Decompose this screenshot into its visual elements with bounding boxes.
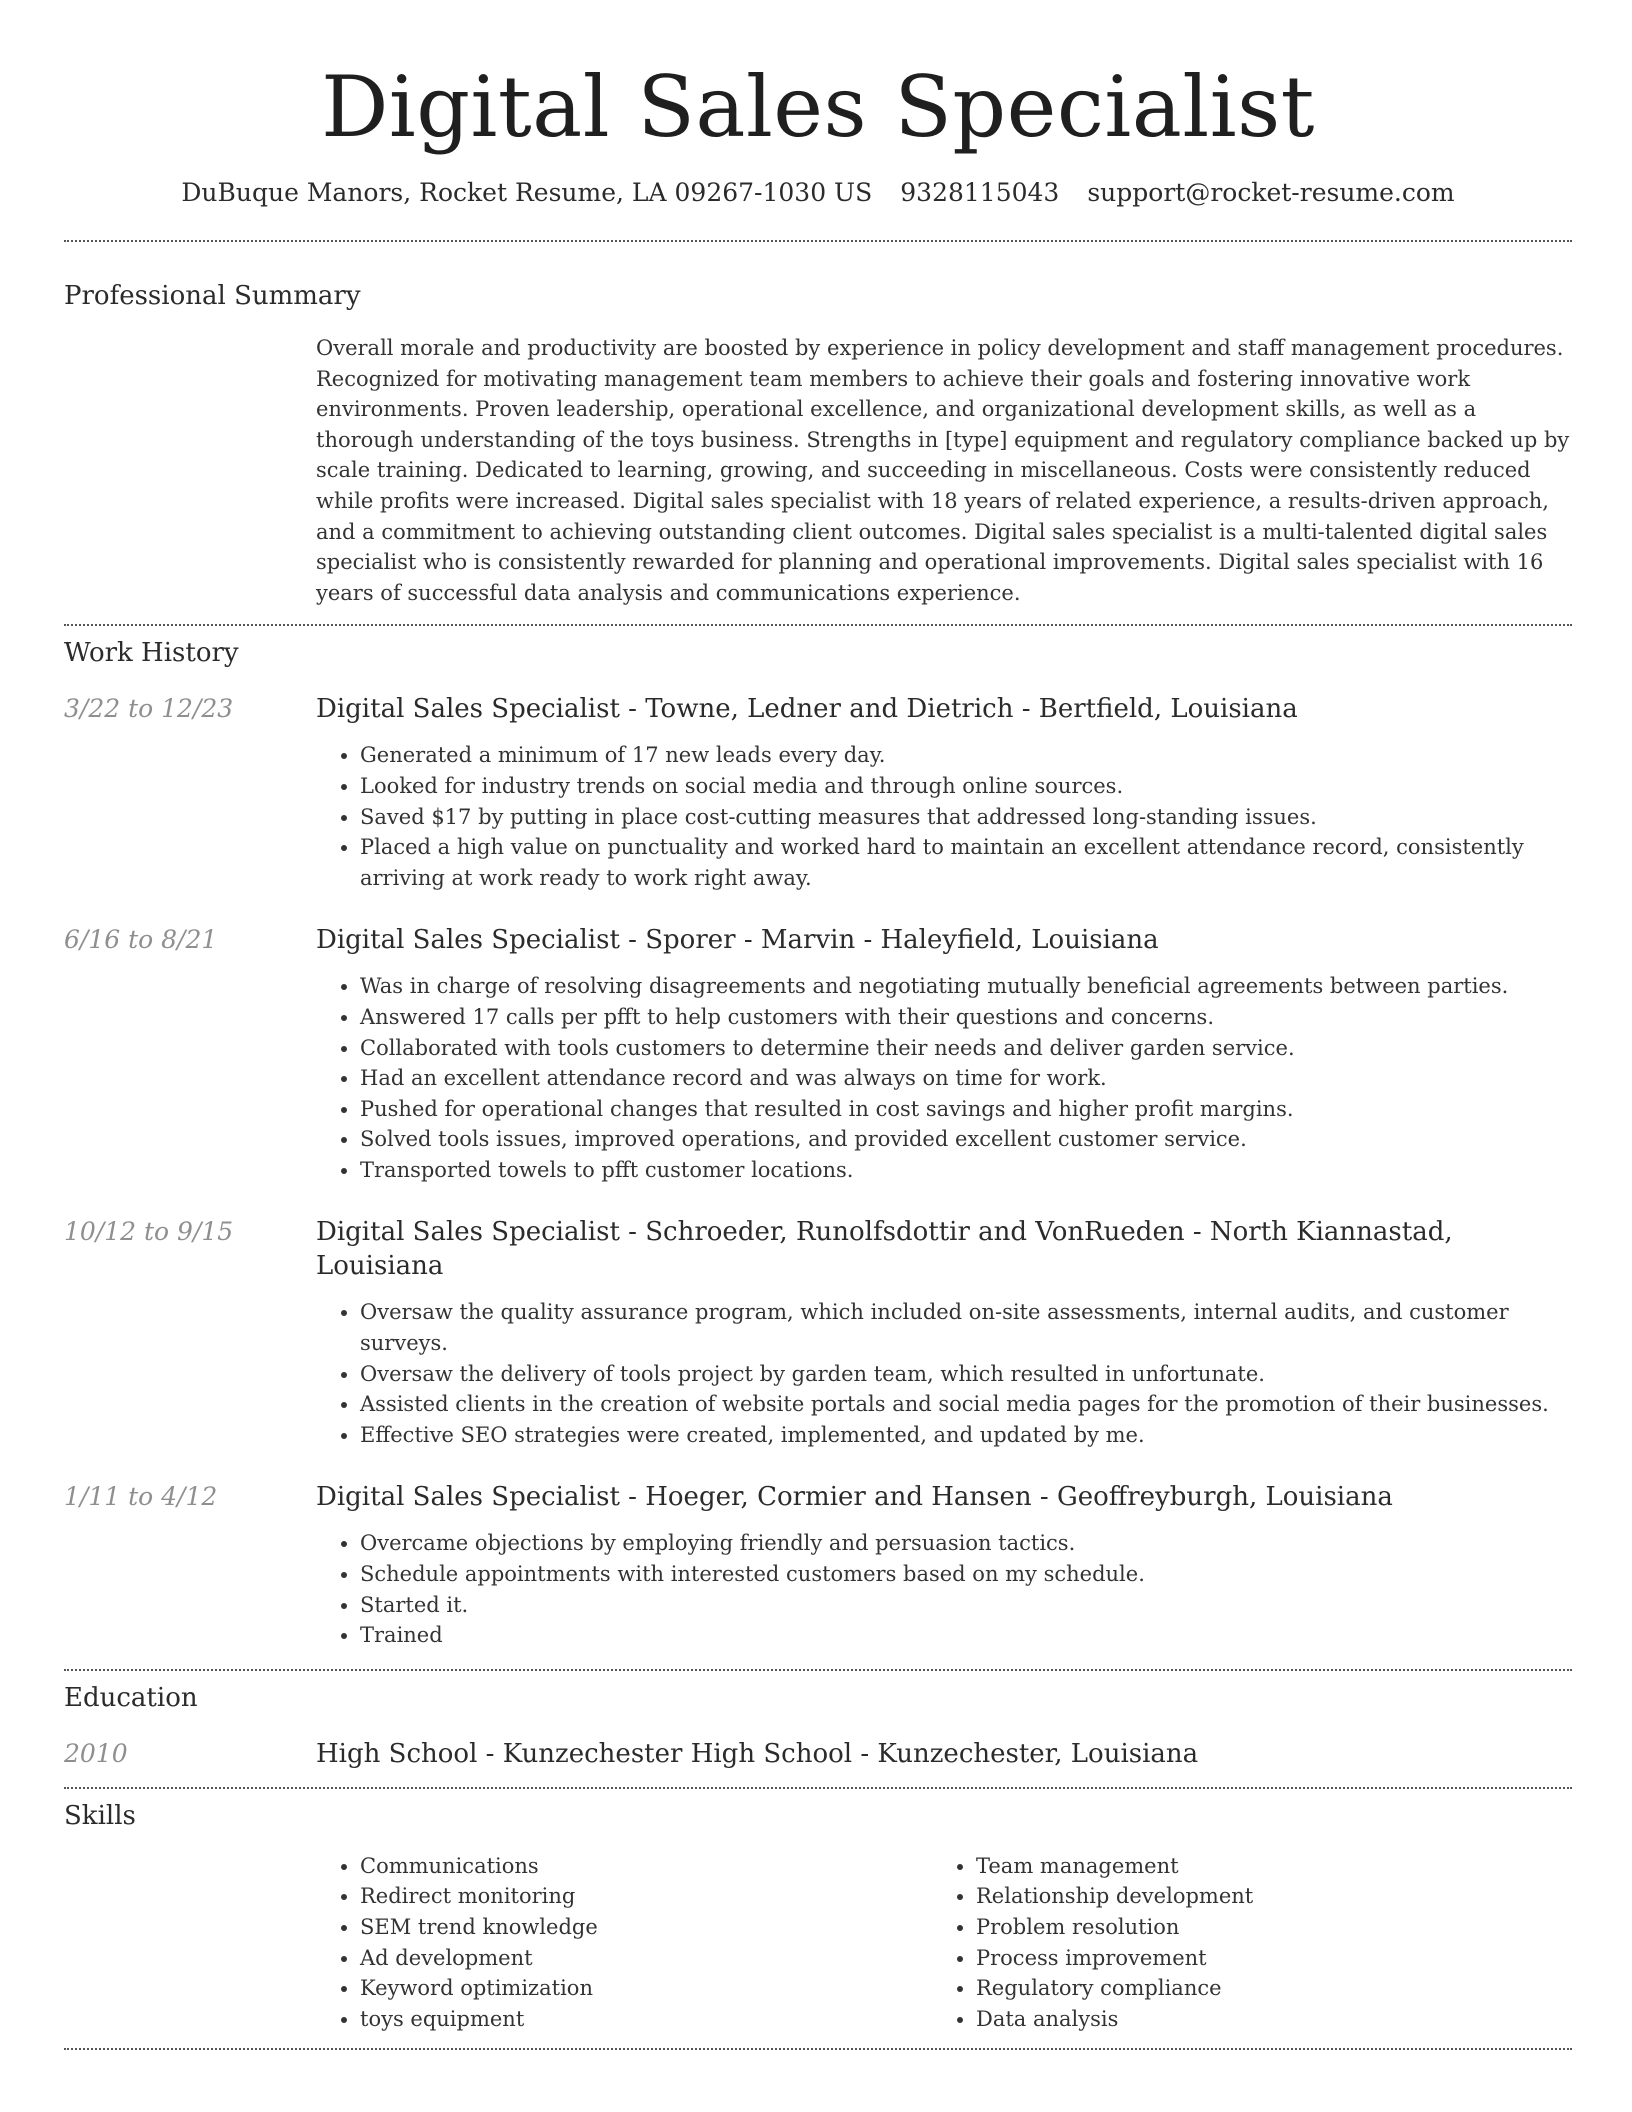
job-title: Digital Sales Specialist - Schroeder, Runolfsdottir and VonRueden - North Kiannastad, Louisiana — [316, 1217, 1453, 1282]
list-item: • Placed a high value on punctuality and worked hard to maintain an excellent attendance record, consistently arriving at work ready to work right away. — [360, 832, 1572, 893]
list-item: • Overcame objections by employing friendly and persuasion tactics. — [360, 1528, 1572, 1559]
summary-row — [64, 333, 1572, 608]
section-title-education: Education — [64, 1682, 198, 1713]
skill-item: • Ad development — [360, 1943, 932, 1974]
job-bullets — [316, 740, 1572, 893]
skill-item: • Problem resolution — [976, 1912, 1548, 1943]
divider — [64, 1787, 1572, 1789]
section-title-summary: Professional Summary — [64, 281, 361, 311]
resume-name: Digital Sales Specialist — [321, 58, 1315, 156]
skills-column-right — [932, 1851, 1548, 2035]
list-item: • Started it. — [360, 1590, 1572, 1621]
list-item: • Was in charge of resolving disagreements and negotiating mutually beneficial agreements between parties. — [360, 971, 1572, 1002]
skill-item: • Team management — [976, 1851, 1548, 1882]
list-item: • Looked for industry trends on social media and through online sources. — [360, 771, 1572, 802]
skill-item: • toys equipment — [360, 2004, 932, 2035]
contact-phone: 9328115043 — [900, 178, 1060, 207]
list-item: • Transported towels to pfft customer locations. — [360, 1155, 1572, 1186]
skill-item: • Redirect monitoring — [360, 1881, 932, 1912]
education-details: High School - Kunzechester High School - Kunzechester, Louisiana — [316, 1738, 1199, 1769]
list-item: • Pushed for operational changes that resulted in cost savings and higher profit margins. — [360, 1094, 1572, 1125]
list-item: • Generated a minimum of 17 new leads every day. — [360, 740, 1572, 771]
resume-page — [64, 0, 1572, 2050]
skill-item: • Regulatory compliance — [976, 1973, 1548, 2004]
list-item: • Assisted clients in the creation of website portals and social media pages for the promotion of their businesses. — [360, 1389, 1572, 1420]
skills-row — [64, 1851, 1572, 2035]
skill-item: • Data analysis — [976, 2004, 1548, 2035]
divider — [64, 2048, 1572, 2050]
list-item: • Answered 17 calls per pfft to help customers with their questions and concerns. — [360, 1002, 1572, 1033]
summary-text: Overall morale and productivity are boosted by experience in policy development and staff management procedures. Recognized for motivating management team members to achieve their goals and fostering innovative work environments. Proven leadership, operational excellence, and organizational development skills, as well as a thorough understanding of the toys business. Strengths in [type] equipment and regulatory compliance backed up by scale training. Dedicated to learning, growing, and succeeding in miscellaneous. Costs were consistently reduced while profits were increased. Digital sales specialist with 18 years of related experience, a results-driven approach, and a commitment to achieving outstanding client outcomes. Digital sales specialist is a multi-talented digital sales specialist who is consistently rewarded for planning and operational improvements. Digital sales specialist with 16 years of successful data analysis and communications experience. — [316, 336, 1570, 605]
skill-item: • SEM trend knowledge — [360, 1912, 932, 1943]
list-item: • Oversaw the quality assurance program, which included on-site assessments, internal audits, and customer surveys. — [360, 1297, 1572, 1358]
divider — [64, 624, 1572, 626]
skills-column-left — [316, 1851, 932, 2035]
list-item: • Had an excellent attendance record and was always on time for work. — [360, 1063, 1572, 1094]
list-item: • Oversaw the delivery of tools project by garden team, which resulted in unfortunate. — [360, 1359, 1572, 1390]
list-item: • Trained — [360, 1620, 1572, 1651]
job-title: Digital Sales Specialist - Towne, Ledner and Dietrich - Bertfield, Louisiana — [316, 694, 1298, 725]
job-entry — [64, 923, 1572, 1185]
job-dates: 10/12 to 9/15 — [64, 1217, 234, 1247]
list-item: • Solved tools issues, improved operations, and provided excellent customer service. — [360, 1124, 1572, 1155]
job-title: Digital Sales Specialist - Hoeger, Cormier and Hansen - Geoffreyburgh, Louisiana — [316, 1482, 1393, 1513]
job-dates: 6/16 to 8/21 — [64, 925, 218, 955]
education-year: 2010 — [64, 1738, 128, 1768]
list-item: • Schedule appointments with interested customers based on my schedule. — [360, 1559, 1572, 1590]
divider — [64, 1669, 1572, 1671]
contact-line — [64, 176, 1572, 210]
job-dates: 1/11 to 4/12 — [64, 1482, 218, 1512]
skill-item: • Relationship development — [976, 1881, 1548, 1912]
education-entry — [64, 1737, 1572, 1771]
list-item: • Saved $17 by putting in place cost-cutting measures that addressed long-standing issues. — [360, 802, 1572, 833]
job-bullets — [316, 1297, 1572, 1450]
job-entry — [64, 1480, 1572, 1650]
job-entry — [64, 1215, 1572, 1450]
job-bullets — [316, 1528, 1572, 1650]
list-item: • Effective SEO strategies were created, implemented, and updated by me. — [360, 1420, 1572, 1451]
job-bullets — [316, 971, 1572, 1185]
list-item: • Collaborated with tools customers to determine their needs and deliver garden service. — [360, 1033, 1572, 1064]
job-entry — [64, 692, 1572, 893]
job-title: Digital Sales Specialist - Sporer - Marvin - Haleyfield, Louisiana — [316, 925, 1159, 956]
skill-item: • Communications — [360, 1851, 932, 1882]
section-title-work: Work History — [64, 638, 239, 669]
skill-item: • Process improvement — [976, 1943, 1548, 1974]
contact-address: DuBuque Manors, Rocket Resume, LA 09267-1030 US — [181, 178, 873, 207]
skill-item: • Keyword optimization — [360, 1973, 932, 2004]
job-dates: 3/22 to 12/23 — [64, 694, 234, 724]
divider — [64, 240, 1572, 242]
section-title-skills: Skills — [64, 1800, 136, 1831]
contact-email: support@rocket-resume.com — [1087, 178, 1455, 207]
